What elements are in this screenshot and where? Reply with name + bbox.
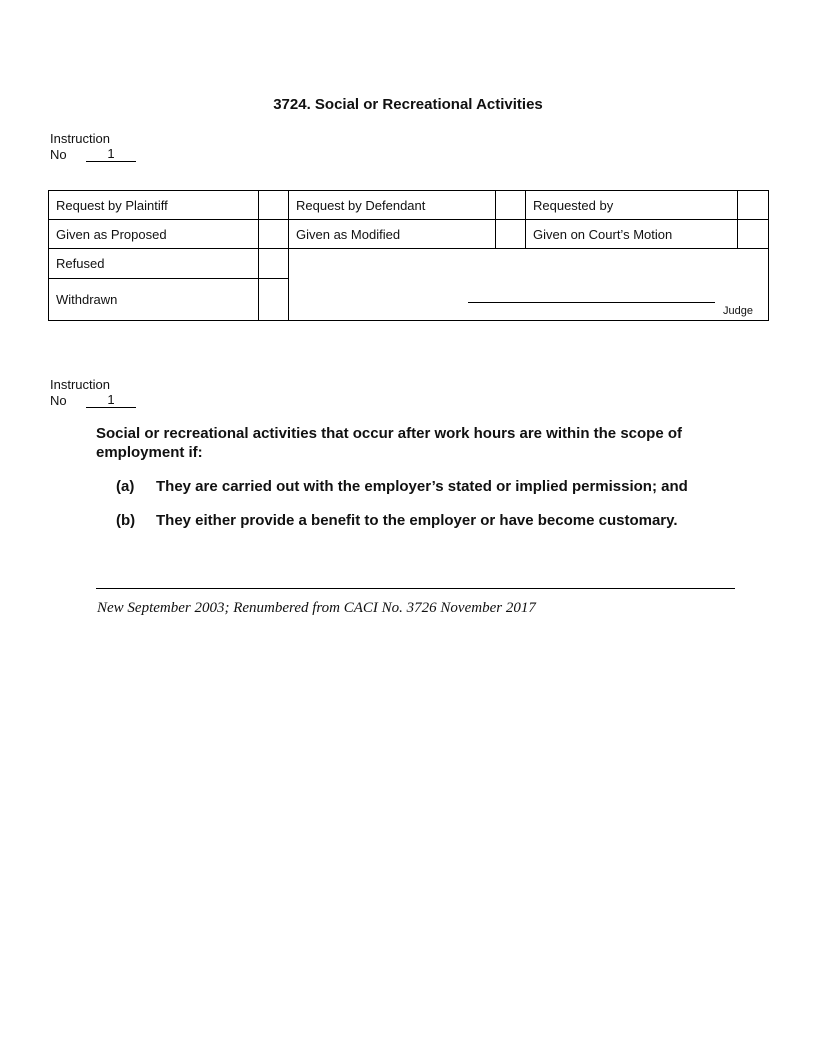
list-item-b-text: They either provide a benefit to the employer or have become customary. [156, 511, 678, 529]
instruction-number-value: 1 [86, 392, 136, 408]
instruction-number-value: 1 [86, 146, 136, 162]
checkbox-refused [259, 249, 289, 279]
judge-signature-cell [289, 249, 769, 321]
list-item-a-marker: (a) [116, 478, 135, 495]
page-title: 3724. Social or Recreational Activities [273, 96, 543, 113]
instruction-number-block-bottom [50, 377, 136, 408]
cell-refused: Refused [49, 249, 259, 279]
instruction-label: Instruction [50, 131, 110, 146]
cell-requested-by: Requested by [526, 191, 738, 220]
instruction-number-block-top [50, 131, 136, 162]
checkbox-withdrawn [259, 279, 289, 321]
checkbox-given-as-modified [496, 220, 526, 249]
table-row [49, 249, 769, 279]
cell-request-by-plaintiff: Request by Plaintiff [49, 191, 259, 220]
cell-given-on-courts-motion: Given on Court’s Motion [526, 220, 738, 249]
judge-signature-line [468, 302, 715, 303]
checkbox-request-by-defendant [496, 191, 526, 220]
checkbox-requested-by [738, 191, 769, 220]
list-item-a [116, 478, 736, 497]
cell-given-as-proposed: Given as Proposed [49, 220, 259, 249]
cell-request-by-defendant: Request by Defendant [289, 191, 496, 220]
table-row [49, 220, 769, 249]
list-item-a-text: They are carried out with the employer’s stated or implied permission; and [156, 478, 688, 495]
list-item-b-marker: (b) [116, 511, 136, 529]
cell-given-as-modified: Given as Modified [289, 220, 496, 249]
footer-divider [96, 588, 735, 589]
instruction-no-label: No [50, 393, 67, 408]
instruction-body [96, 425, 736, 545]
checkbox-request-by-plaintiff [259, 191, 289, 220]
revision-history-note: New September 2003; Renumbered from CACI No. 3726 November 2017 [97, 600, 536, 616]
table-row [49, 191, 769, 220]
instruction-intro-text: Social or recreational activities that occur after work hours are within the scope of employment if: [96, 425, 682, 461]
checkbox-given-as-proposed [259, 220, 289, 249]
cell-withdrawn: Withdrawn [49, 279, 259, 321]
judge-label: Judge [723, 305, 753, 317]
request-status-table [48, 190, 769, 321]
instruction-no-label: No [50, 147, 67, 162]
checkbox-given-on-courts-motion [738, 220, 769, 249]
instruction-label: Instruction [50, 377, 110, 392]
list-item-b [116, 512, 736, 531]
